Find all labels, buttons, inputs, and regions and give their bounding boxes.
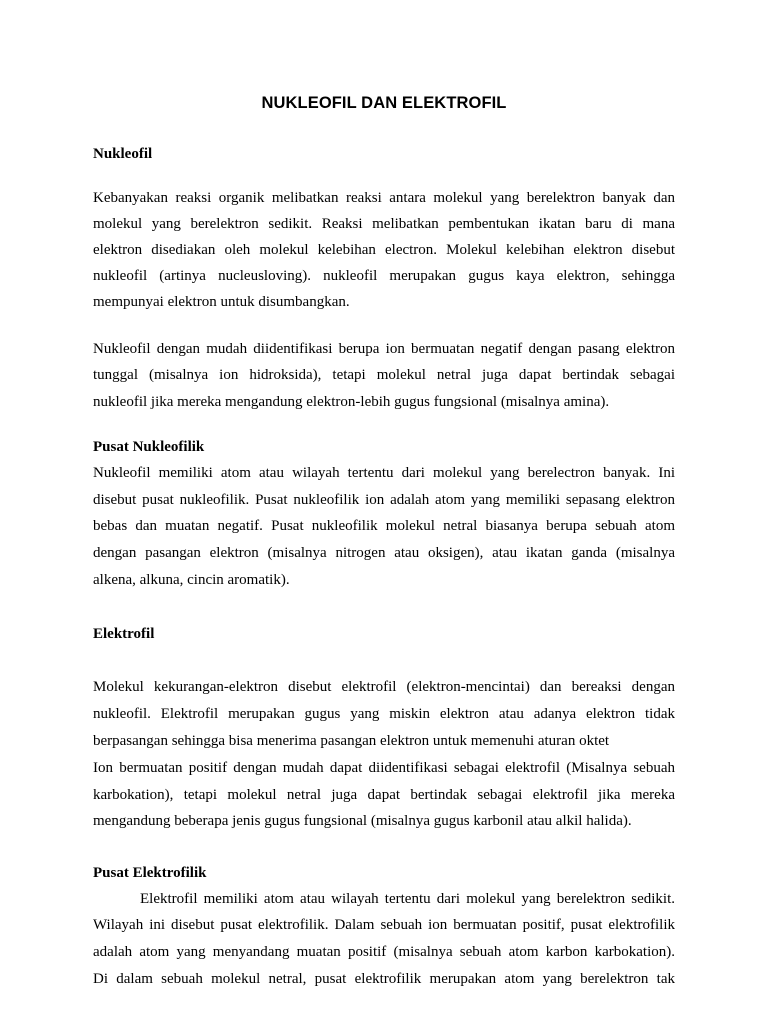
- heading-pusat-nukleofilik: Pusat Nukleofilik: [93, 439, 205, 455]
- text-line: Wilayah ini disebut pusat elektrofilik. Dalam sebuah ion bermuatan positif, pusat elektrofilik: [93, 917, 675, 933]
- text-line: Nukleofil memiliki atom atau wilayah tertentu dari molekul yang berelectron banyak. Ini: [93, 465, 675, 481]
- text-line: nukleofil. Elektrofil merupakan gugus yang miskin elektron atau adanya elektron tidak: [93, 706, 675, 722]
- text-line: dengan pasangan elektron (misalnya nitrogen atau oksigen), atau ikatan ganda (misalnya: [93, 545, 675, 561]
- text-line: molekul yang berelektron sedikit. Reaksi melibatkan pembentukan ikatan baru di mana: [93, 216, 675, 232]
- text-line: adalah atom yang menyandang muatan positif (misalnya sebuah atom karbon karbokation).: [93, 944, 675, 960]
- text-line: disebut pusat nukleofilik. Pusat nukleofilik ion adalah atom yang memiliki sepasang elektron: [93, 492, 675, 508]
- text-line: elektron disediakan oleh molekul kelebihan electron. Molekul kelebihan elektron disebut: [93, 242, 675, 258]
- text-line: nukleofil (artinya nucleusloving). nukleofil merupakan gugus kaya elektron, sehingga: [93, 268, 675, 284]
- page-title: NUKLEOFIL DAN ELEKTROFIL: [261, 94, 507, 112]
- text-line: mengandung beberapa jenis gugus fungsional (misalnya gugus karbonil atau alkil halida).: [93, 813, 632, 829]
- heading-nukleofil: Nukleofil: [93, 146, 153, 162]
- heading-elektrofil: Elektrofil: [93, 626, 155, 642]
- text-line: tunggal (misalnya ion hidroksida), tetapi molekul netral juga dapat bertindak sebagai: [93, 367, 675, 383]
- text-line: karbokation), tetapi molekul netral juga dapat bertindak sebagai elektrofil jika mereka: [93, 787, 675, 803]
- text-line: Nukleofil dengan mudah diidentifikasi berupa ion bermuatan negatif dengan pasang elektron: [93, 341, 675, 357]
- text-line: Ion bermuatan positif dengan mudah dapat diidentifikasi sebagai elektrofil (Misalnya sebuah: [93, 760, 675, 776]
- text-line: nukleofil jika mereka mengandung elektron-lebih gugus fungsional (misalnya amina).: [93, 394, 610, 410]
- text-line: Kebanyakan reaksi organik melibatkan reaksi antara molekul yang berelektron banyak dan: [93, 190, 675, 206]
- text-line: mempunyai elektron untuk disumbangkan.: [93, 294, 350, 310]
- heading-pusat-elektrofilik: Pusat Elektrofilik: [93, 865, 207, 881]
- text-line: berpasangan sehingga bisa menerima pasangan elektron untuk memenuhi aturan oktet: [93, 733, 610, 749]
- text-line: alkena, alkuna, cincin aromatik).: [93, 572, 290, 588]
- text-line: Elektrofil memiliki atom atau wilayah tertentu dari molekul yang berelektron sedikit.: [140, 891, 675, 907]
- text-line: Molekul kekurangan-elektron disebut elektrofil (elektron-mencintai) dan bereaksi dengan: [93, 679, 675, 695]
- text-line: bebas dan muatan negatif. Pusat nukleofilik molekul netral biasanya berupa sebuah atom: [93, 518, 675, 534]
- text-line: Di dalam sebuah molekul netral, pusat elektrofilik merupakan atom yang berelektron tak: [93, 971, 675, 987]
